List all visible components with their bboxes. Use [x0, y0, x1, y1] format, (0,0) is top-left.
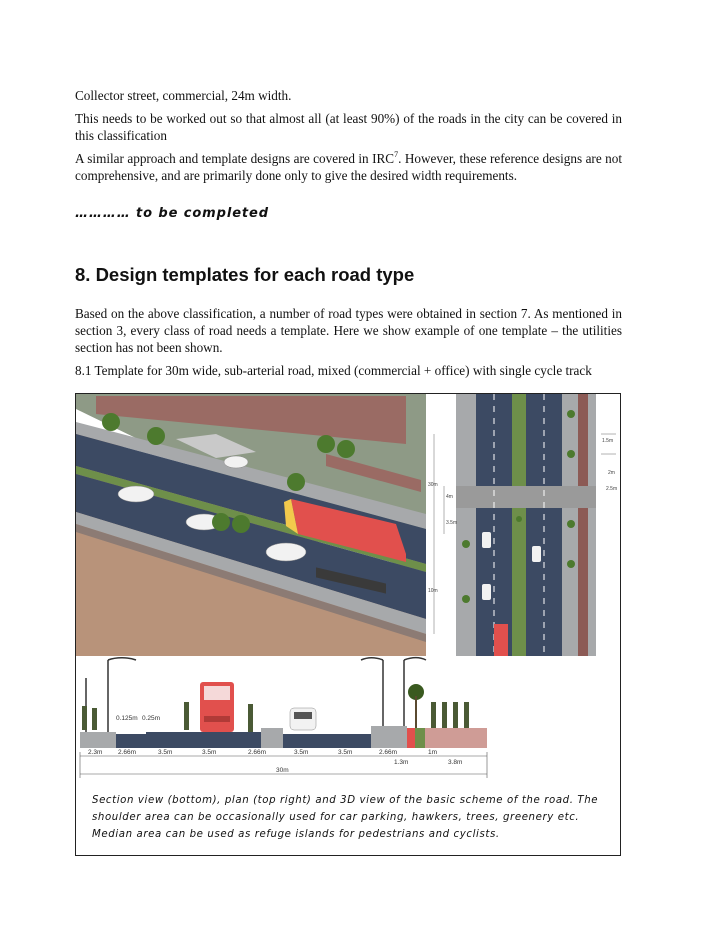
footnote-ref[interactable]: 7	[394, 150, 399, 159]
section-label-1: 2.3m	[88, 749, 103, 756]
paragraph-coverage-note: This needs to be worked out so that almost all (at least 90%) of the roads in the city can be covered in this classification	[75, 111, 622, 143]
to-be-completed-note: ………… to be completed	[75, 206, 269, 221]
section-label-7: 3.5m	[338, 749, 353, 756]
bus-section	[200, 682, 234, 732]
plan-label-width-1: 1.5m	[602, 438, 614, 444]
section-label-8: 2.66m	[379, 749, 398, 756]
road-3d-view	[76, 394, 426, 656]
section-label-5: 2.66m	[248, 749, 267, 756]
plan-label-length: 30m	[428, 482, 438, 488]
paragraph-classification: Based on the above classification, a number of road types were obtained in section 7. As mentioned in section 3, every class of road needs a template. Here we show example of one template – the utilities section has not been shown.	[75, 306, 622, 355]
section-label-total: 30m	[276, 767, 289, 774]
section-label-6: 3.5m	[294, 749, 309, 756]
plan-label-spacing: 10m	[428, 588, 438, 594]
irc-text-before: A similar approach and template designs are covered in IRC	[75, 151, 395, 166]
section-label-9: 1m	[428, 749, 438, 756]
section-label-11: 3.8m	[448, 759, 463, 766]
section-label-2: 2.66m	[118, 749, 137, 756]
bus-plan	[494, 624, 508, 656]
section-heading: 8. Design templates for each road type	[75, 264, 415, 285]
road-plan-view	[426, 394, 621, 656]
section-label-4: 3.5m	[202, 749, 217, 756]
plan-label-width-3: 2.5m	[606, 486, 618, 492]
paragraph-irc-reference	[75, 150, 622, 184]
section-label-offset-b: 0.25m	[142, 715, 161, 722]
section-label-10: 1.3m	[394, 759, 409, 766]
irc-text-after: . However, these reference designs are not comprehensive, and are primarily done only to give the desired width requirements.	[75, 151, 623, 183]
section-label-3: 3.5m	[158, 749, 173, 756]
road-design-figure	[75, 393, 621, 856]
car-section	[290, 708, 316, 730]
road-section-view	[76, 656, 496, 786]
paragraph-collector-street: Collector street, commercial, 24m width.	[75, 88, 292, 103]
figure-caption: Section view (bottom), plan (top right) and 3D view of the basic scheme of the road. The shoulder area can be occasionally used for car parking, hawkers, trees, greenery etc. Median area can be used as refuge islands for pedestrians and cyclists.	[92, 795, 599, 840]
paragraph-template-title: 8.1 Template for 30m wide, sub-arterial road, mixed (commercial + office) with single cycle track	[75, 363, 592, 378]
section-label-offset-a: 0.125m	[116, 715, 138, 722]
plan-label-lane: 3.5m	[446, 520, 458, 526]
plan-label-width-2: 2m	[608, 470, 615, 476]
plan-label-gap: 4m	[446, 494, 453, 500]
